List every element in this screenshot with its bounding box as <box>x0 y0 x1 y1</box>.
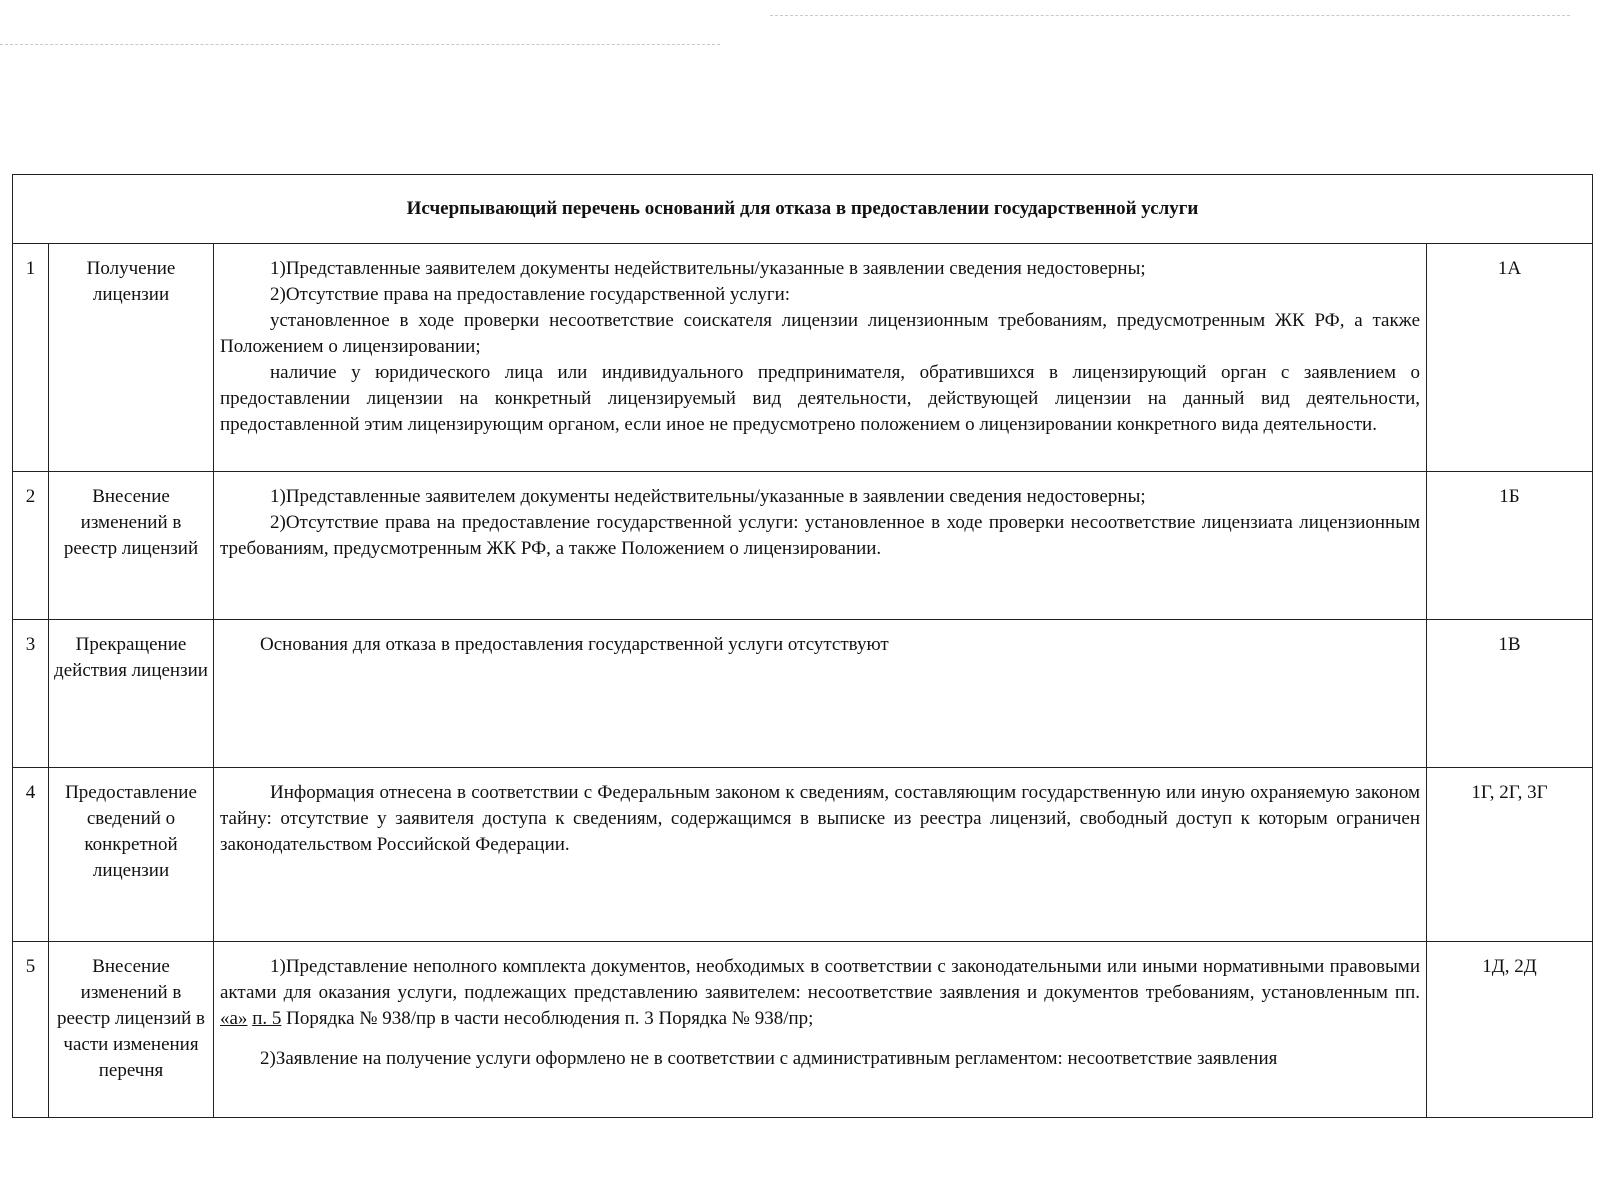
table-title-row <box>13 175 1593 244</box>
paragraph: Основания для отказа в предоставления государственной услуги отсутствуют <box>260 634 889 655</box>
row-number: 3 <box>13 620 49 768</box>
paragraph: Информация отнесена в соответствии с Федеральным законом к сведениям, составляющим государственную или иную охраняемую законом тайну: отсутствие у заявителя доступа к сведениям, содержащимся в выписке из реестра лицензий, свободный доступ к которым ограничен законодательством Российской Федерации. <box>220 782 1420 855</box>
refusal-grounds-text <box>214 942 1427 1118</box>
table-row <box>13 244 1593 472</box>
table-title: Исчерпывающий перечень оснований для отказа в предоставлении государственной услуги <box>13 175 1593 244</box>
item-link[interactable]: п. 5 <box>252 1008 282 1029</box>
refusal-grounds-table <box>12 174 1593 1118</box>
table-row <box>13 768 1593 942</box>
row-number: 1 <box>13 244 49 472</box>
paragraph-text: 1)Представление неполного комплекта документов, необходимых в соответствии с законодательными или иными нормативными правовыми актами для оказания услуги, подлежащих представлению заявителем: несоответствие заявления и документов требованиям, установленным пп. <box>220 956 1420 1003</box>
service-code: 1А <box>1427 244 1593 472</box>
table-row <box>13 942 1593 1118</box>
scan-artifact-line <box>0 44 720 45</box>
service-name: Внесение изменений в реестр лицензий в части изменения перечня <box>49 942 214 1118</box>
row-number: 2 <box>13 472 49 620</box>
paragraph: 2)Отсутствие права на предоставление государственной услуги: <box>270 284 791 305</box>
refusal-grounds-text <box>214 244 1427 472</box>
service-name: Прекращение действия лицензии <box>49 620 214 768</box>
paragraph <box>220 954 1420 1032</box>
paragraph: 2)Отсутствие права на предоставление государственной услуги: установленное в ходе проверки несоответствие лицензиата лицензионным требованиям, предусмотренным ЖК РФ, а также Положением о лицензировании. <box>220 512 1420 559</box>
table-row <box>13 620 1593 768</box>
scan-artifact-line <box>770 15 1570 16</box>
service-name: Предоставление сведений о конкретной лицензии <box>49 768 214 942</box>
subitem-link[interactable]: «а» <box>220 1008 248 1029</box>
refusal-grounds-text <box>214 768 1427 942</box>
refusal-grounds-text <box>214 472 1427 620</box>
service-code: 1Д, 2Д <box>1427 942 1593 1118</box>
paragraph: установленное в ходе проверки несоответствие соискателя лицензии лицензионным требованиям, предусмотренным ЖК РФ, а также Положением о лицензировании; <box>220 310 1420 357</box>
row-number: 5 <box>13 942 49 1118</box>
service-code: 1Б <box>1427 472 1593 620</box>
paragraph: наличие у юридического лица или индивидуального предпринимателя, обратившихся в лицензирующий орган с заявлением о предоставлении лицензии на конкретный лицензируемый вид деятельности, действующей лицензии на данный вид деятельности, предоставленной этим лицензирующим органом, если иное не предусмотрено положением о лицензировании конкретного вида деятельности. <box>220 362 1420 435</box>
service-code: 1В <box>1427 620 1593 768</box>
paragraph: 1)Представленные заявителем документы недействительны/указанные в заявлении сведения недостоверны; <box>270 258 1146 279</box>
service-name: Получение лицензии <box>49 244 214 472</box>
service-code: 1Г, 2Г, 3Г <box>1427 768 1593 942</box>
service-name: Внесение изменений в реестр лицензий <box>49 472 214 620</box>
refusal-grounds-text <box>214 620 1427 768</box>
paragraph: 2)Заявление на получение услуги оформлено не в соответствии с административным регламентом: несоответствие заявления <box>260 1048 1278 1069</box>
paragraph: 1)Представленные заявителем документы недействительны/указанные в заявлении сведения недостоверны; <box>270 486 1146 507</box>
row-number: 4 <box>13 768 49 942</box>
paragraph-text: Порядка № 938/пр в части несоблюдения п. 3 Порядка № 938/пр; <box>281 1008 814 1029</box>
table-row <box>13 472 1593 620</box>
